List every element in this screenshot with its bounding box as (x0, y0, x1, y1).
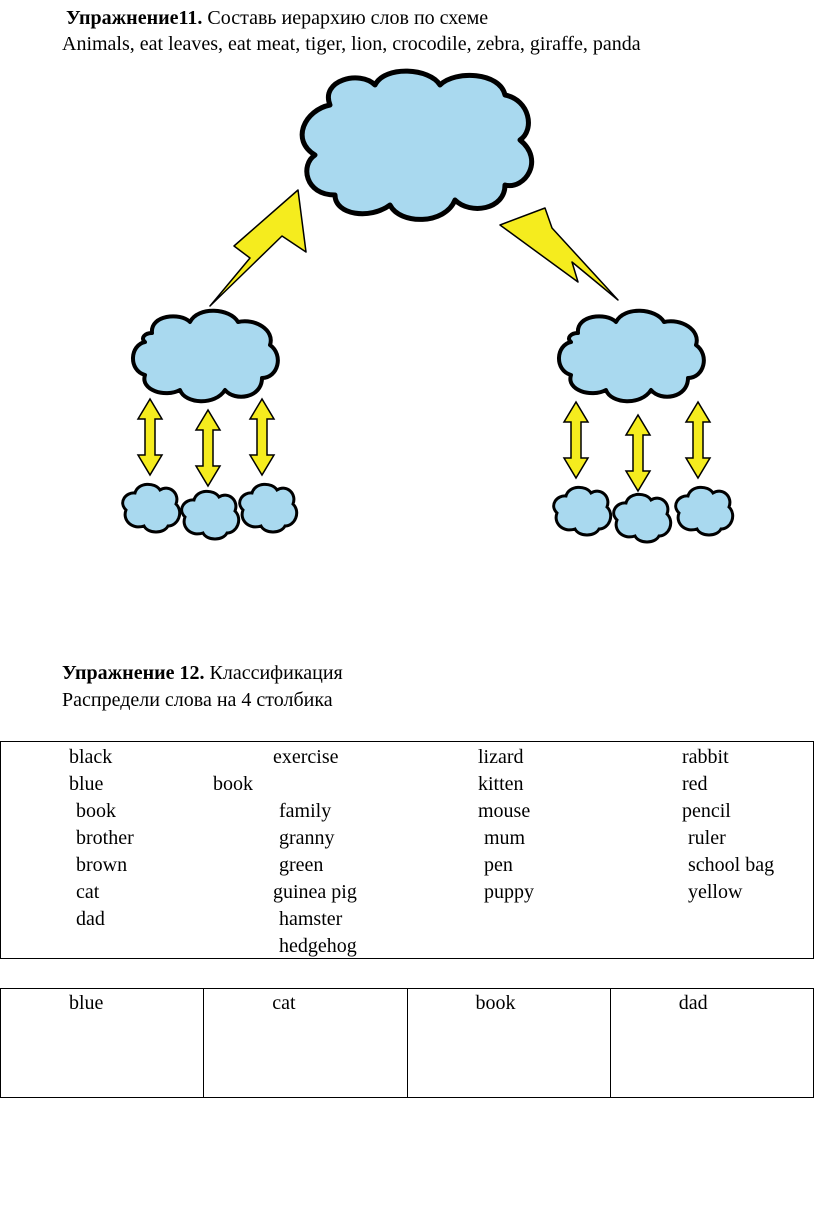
right-lightning-bolt (500, 208, 618, 300)
word-item: pen (484, 854, 513, 876)
word-item: book (76, 800, 116, 822)
small-cloud-3 (240, 484, 297, 532)
word-item: hamster (279, 908, 343, 930)
exercise-12-instruction: Распредели слова на 4 столбика (62, 689, 333, 711)
column-header-cell: dad (610, 989, 813, 1098)
word-item: cat (76, 881, 100, 903)
word-item: green (279, 854, 324, 876)
left-cloud (133, 311, 278, 402)
left-lightning-bolt (210, 190, 306, 306)
double-arrow-3 (250, 399, 274, 475)
small-cloud-5 (614, 494, 671, 542)
small-cloud-2 (182, 491, 239, 539)
word-bank-box (0, 741, 814, 959)
word-item: book (213, 773, 253, 795)
small-cloud-6 (676, 487, 733, 535)
word-item: blue (69, 773, 104, 795)
word-item: dad (76, 908, 105, 930)
word-item: granny (279, 827, 335, 849)
classification-table (0, 988, 814, 1098)
exercise-11-task: Составь иерархию слов по схеме (202, 7, 489, 29)
double-arrow-6 (686, 402, 710, 478)
word-item: rabbit (682, 746, 729, 768)
hierarchy-diagram (0, 0, 816, 600)
exercise-11-number: Упражнение11. (66, 7, 203, 29)
word-item: brother (76, 827, 134, 849)
double-arrow-4 (564, 402, 588, 478)
exercise-12-number: Упражнение 12. (62, 662, 205, 684)
word-item: kitten (478, 773, 524, 795)
word-item: mum (484, 827, 526, 849)
column-header-cell: blue (1, 989, 204, 1098)
double-arrow-5 (626, 415, 650, 491)
word-item: puppy (484, 881, 534, 903)
word-item: family (279, 800, 332, 822)
exercise-11-word-list: Animals, eat leaves, eat meat, tiger, lion, crocodile, zebra, giraffe, panda (62, 33, 641, 55)
column-header-cell: book (407, 989, 610, 1098)
small-cloud-1 (123, 484, 180, 532)
word-item: exercise (273, 746, 339, 768)
right-cloud (559, 311, 704, 402)
exercise-12-task: Классификация (204, 662, 343, 684)
word-item: red (682, 773, 708, 795)
small-cloud-4 (554, 487, 611, 535)
column-header-cell: cat (204, 989, 407, 1098)
word-item: ruler (688, 827, 726, 849)
word-item: guinea pig (273, 881, 357, 903)
table-row (1, 989, 814, 1098)
word-item: pencil (682, 800, 731, 822)
word-item: school bag (688, 854, 775, 876)
word-item: mouse (478, 800, 531, 822)
double-arrow-2 (196, 410, 220, 486)
top-cloud (302, 71, 532, 219)
double-arrow-1 (138, 399, 162, 475)
word-item: hedgehog (279, 935, 357, 957)
word-item: yellow (688, 881, 743, 903)
word-item: brown (76, 854, 128, 876)
word-item: lizard (478, 746, 524, 768)
exercise-12-title (62, 661, 343, 685)
word-item: black (69, 746, 113, 768)
